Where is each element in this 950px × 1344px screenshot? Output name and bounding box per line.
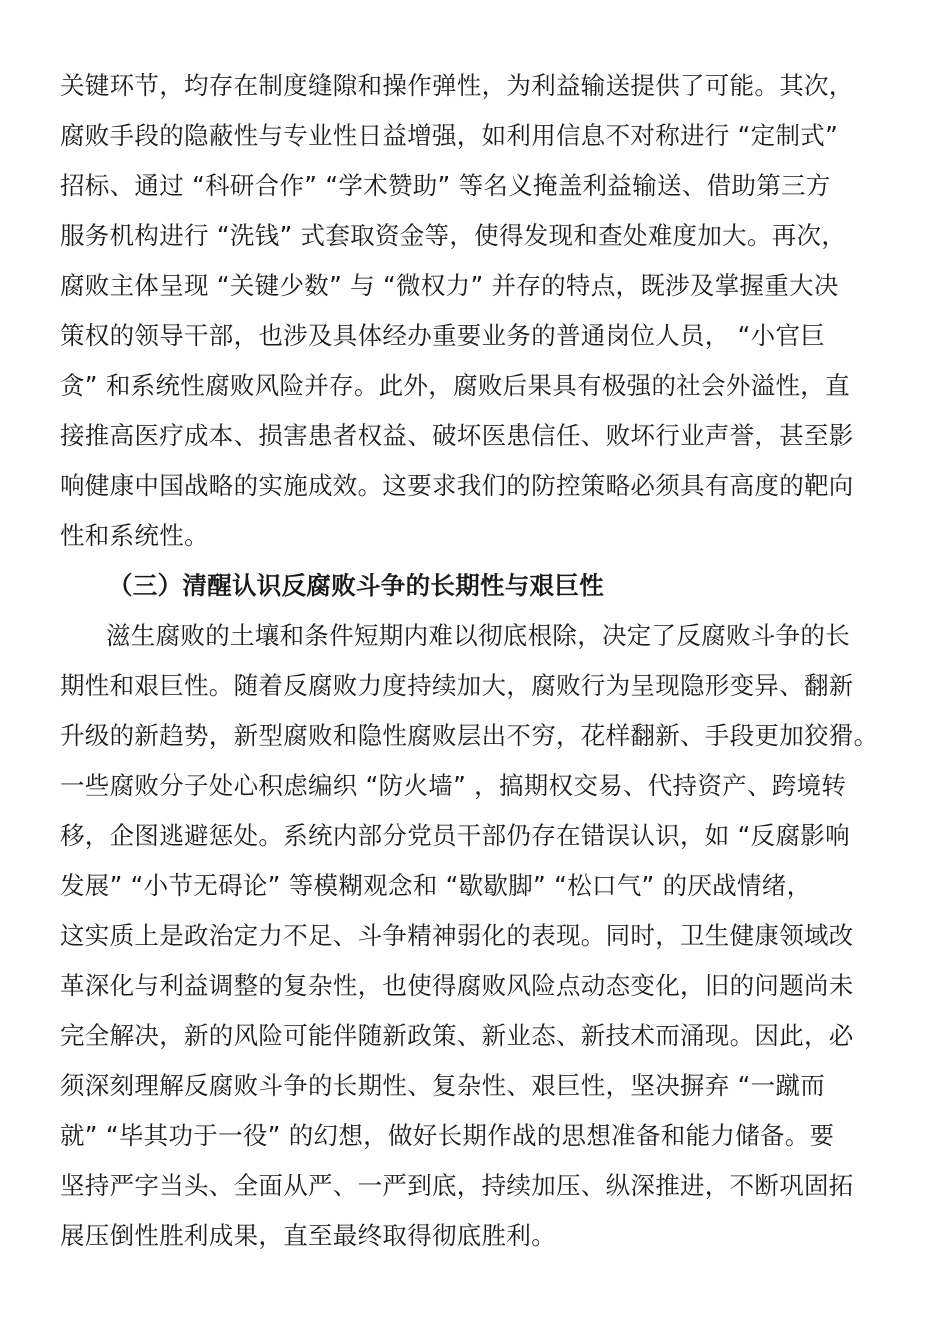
paragraph-line: 完全解决，新的风险可能伴随新政策、新业态、新技术而涌现。因此，必 [60,1021,854,1050]
paragraph-line: 展压倒性胜利成果，直至最终取得彻底胜利。 [60,1221,556,1250]
paragraph-line: 期性和艰巨性。随着反腐败力度持续加大，腐败行为呈现隐形变异、翻新 [60,671,854,700]
paragraph-line: 腐败手段的隐蔽性与专业性日益增强，如利用信息不对称进行 “定制式” [60,121,839,150]
paragraph-line: 升级的新趋势，新型腐败和隐性腐败层出不穷，花样翻新、手段更加狡猾。 [60,721,879,750]
paragraph-line: 贪” 和系统性腐败风险并存。此外，腐败后果具有极强的社会外溢性，直 [60,371,850,400]
paragraph-line: 服务机构进行 “洗钱” 式套取资金等，使得发现和查处难度加大。再次， [60,221,847,250]
paragraph-line: 策权的领导干部，也涉及具体经办重要业务的普通岗位人员， “小官巨 [60,321,826,350]
paragraph-line: 接推高医疗成本、损害患者权益、破坏医患信任、败坏行业声誉，甚至影 [60,421,854,450]
paragraph-line: 关键环节，均存在制度缝隙和操作弹性，为利益输送提供了可能。其次， [60,71,854,100]
paragraph-line: 革深化与利益调整的复杂性，也使得腐败风险点动态变化，旧的问题尚未 [60,971,854,1000]
paragraph-line: 移，企图逃避惩处。系统内部分党员干部仍存在错误认识，如 “反腐影响 [60,821,850,850]
paragraph-line: 发展” “小节无碍论” 等模糊观念和 “歇歇脚” “松口气” 的厌战情绪， [60,871,812,900]
paragraph-line: 就” “毕其功于一役” 的幻想，做好长期作战的思想准备和能力储备。要 [60,1121,835,1150]
paragraph-line: 须深刻理解反腐败斗争的长期性、复杂性、艰巨性，坚决摒弃 “一蹴而 [60,1071,826,1100]
paragraph-line: 坚持严字当头、全面从严、一严到底，持续加压、纵深推进，不断巩固拓 [60,1171,854,1200]
paragraph-line: 招标、通过 “科研合作” “学术赞助” 等名义掩盖利益输送、借助第三方 [60,171,831,200]
paragraph-line: 响健康中国战略的实施成效。这要求我们的防控策略必须具有高度的靶向 [60,471,854,500]
paragraph-line: 腐败主体呈现 “关键少数” 与 “微权力” 并存的特点，既涉及掌握重大决 [60,271,839,300]
section-heading: （三）清醒认识反腐败斗争的长期性与艰巨性 [108,571,604,600]
paragraph-first-line: 滋生腐败的土壤和条件短期内难以彻底根除，决定了反腐败斗争的长 [106,621,850,650]
paragraph-line: 一些腐败分子处心积虑编织 “防火墙” ，搞期权交易、代持资产、跨境转 [60,771,847,800]
paragraph-line: 这实质上是政治定力不足、斗争精神弱化的表现。同时，卫生健康领域改 [60,921,854,950]
paragraph-line: 性和系统性。 [60,521,209,550]
